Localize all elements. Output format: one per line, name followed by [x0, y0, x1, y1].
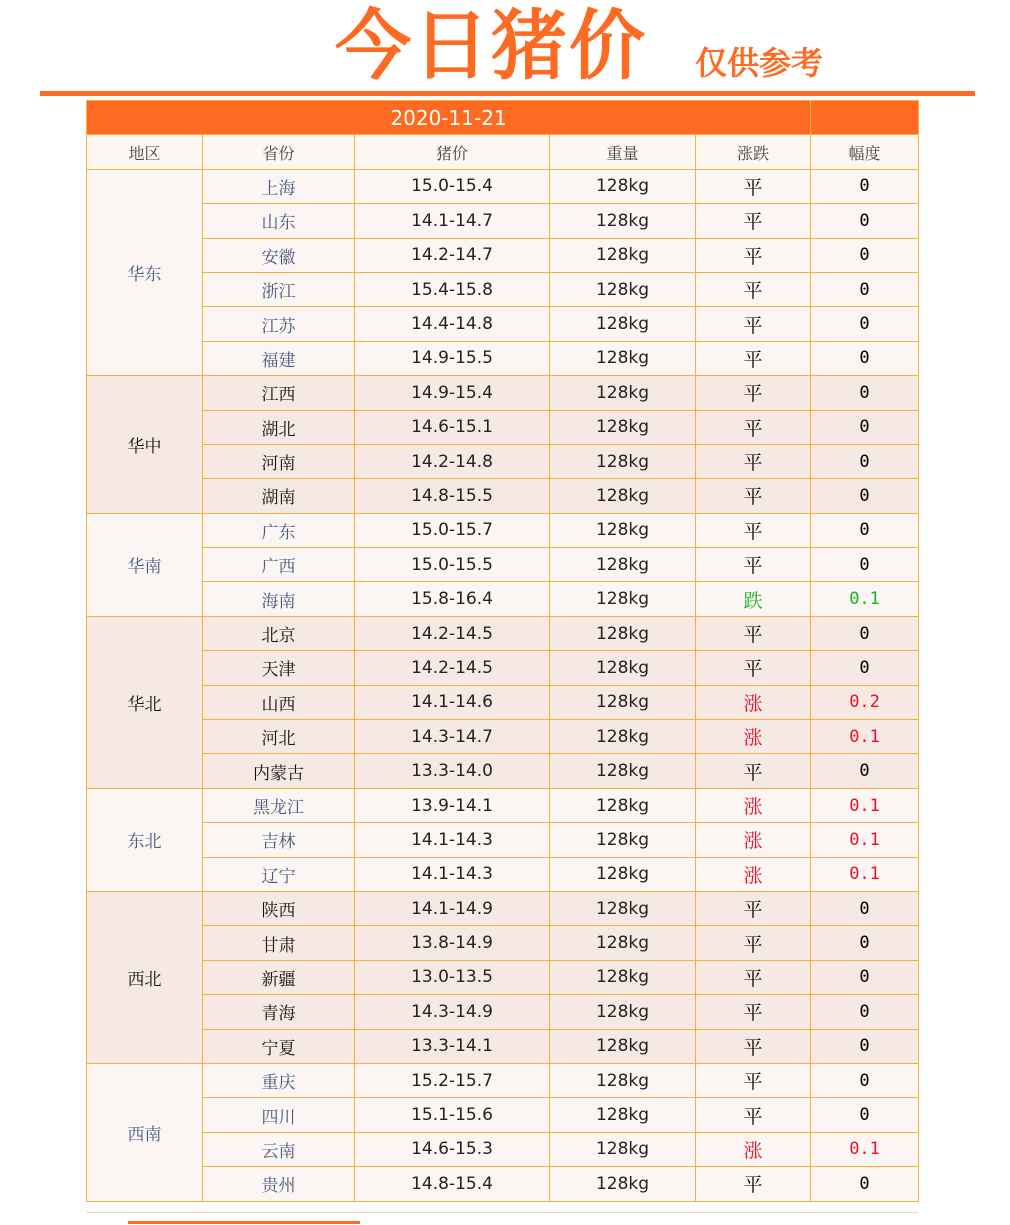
change-cell: 涨 [696, 720, 811, 754]
price-cell: 14.3-14.7 [355, 720, 550, 754]
table-row [87, 616, 919, 650]
change-cell: 平 [696, 891, 811, 925]
table-row [87, 1132, 919, 1166]
weight-cell: 128kg [550, 1063, 696, 1097]
price-cell: 13.3-14.1 [355, 1029, 550, 1063]
province-cell[interactable]: 江苏 [203, 307, 355, 341]
amplitude-cell: 0 [811, 754, 919, 788]
amplitude-cell: 0 [811, 1029, 919, 1063]
weight-cell: 128kg [550, 410, 696, 444]
change-cell: 涨 [696, 823, 811, 857]
region-cell: 西北 [87, 891, 203, 1063]
change-cell: 平 [696, 444, 811, 478]
province-cell[interactable]: 山东 [203, 204, 355, 238]
price-cell: 14.4-14.8 [355, 307, 550, 341]
price-cell: 14.6-15.1 [355, 410, 550, 444]
column-header-province: 省份 [203, 135, 355, 169]
amplitude-cell: 0 [811, 960, 919, 994]
amplitude-cell: 0 [811, 891, 919, 925]
province-cell[interactable]: 四川 [203, 1098, 355, 1132]
amplitude-cell: 0.1 [811, 823, 919, 857]
price-cell: 14.1-14.9 [355, 891, 550, 925]
weight-cell: 128kg [550, 857, 696, 891]
province-cell[interactable]: 广东 [203, 513, 355, 547]
price-cell: 14.9-15.4 [355, 376, 550, 410]
change-cell: 涨 [696, 685, 811, 719]
weight-cell: 128kg [550, 926, 696, 960]
table-row [87, 376, 919, 410]
province-cell[interactable]: 安徽 [203, 238, 355, 272]
price-cell: 15.0-15.5 [355, 548, 550, 582]
weight-cell: 128kg [550, 1132, 696, 1166]
price-cell: 15.2-15.7 [355, 1063, 550, 1097]
weight-cell: 128kg [550, 479, 696, 513]
price-cell: 14.2-14.8 [355, 444, 550, 478]
column-header-weight: 重量 [550, 135, 696, 169]
change-cell: 平 [696, 926, 811, 960]
province-cell[interactable]: 上海 [203, 169, 355, 203]
table-row [87, 823, 919, 857]
weight-cell: 128kg [550, 307, 696, 341]
table-row [87, 238, 919, 272]
footer-accent-bar [128, 1221, 360, 1224]
change-cell: 平 [696, 754, 811, 788]
weight-cell: 128kg [550, 204, 696, 238]
province-cell: 江西 [203, 376, 355, 410]
price-cell: 14.2-14.5 [355, 616, 550, 650]
change-cell: 平 [696, 204, 811, 238]
price-cell: 13.0-13.5 [355, 960, 550, 994]
region-cell: 华北 [87, 616, 203, 788]
change-cell: 平 [696, 169, 811, 203]
amplitude-cell: 0.1 [811, 1132, 919, 1166]
weight-cell: 128kg [550, 582, 696, 616]
table-row [87, 1167, 919, 1201]
table-row [87, 960, 919, 994]
table-row [87, 444, 919, 478]
price-cell: 14.2-14.5 [355, 651, 550, 685]
table-row [87, 479, 919, 513]
province-cell: 河北 [203, 720, 355, 754]
province-cell: 内蒙古 [203, 754, 355, 788]
price-cell: 14.2-14.7 [355, 238, 550, 272]
amplitude-cell: 0 [811, 376, 919, 410]
province-cell: 甘肃 [203, 926, 355, 960]
price-cell: 14.1-14.7 [355, 204, 550, 238]
amplitude-cell: 0 [811, 238, 919, 272]
change-cell: 涨 [696, 788, 811, 822]
amplitude-cell: 0 [811, 1098, 919, 1132]
province-cell[interactable]: 辽宁 [203, 857, 355, 891]
amplitude-cell: 0 [811, 926, 919, 960]
change-cell: 跌 [696, 582, 811, 616]
table-row [87, 651, 919, 685]
price-cell: 13.3-14.0 [355, 754, 550, 788]
change-cell: 平 [696, 238, 811, 272]
province-cell: 青海 [203, 995, 355, 1029]
footer-divider [86, 1212, 918, 1213]
price-cell: 15.1-15.6 [355, 1098, 550, 1132]
table-row [87, 788, 919, 822]
region-cell: 华南 [87, 513, 203, 616]
change-cell: 平 [696, 1063, 811, 1097]
price-cell: 14.6-15.3 [355, 1132, 550, 1166]
amplitude-cell: 0 [811, 513, 919, 547]
table-row [87, 548, 919, 582]
weight-cell: 128kg [550, 341, 696, 375]
amplitude-cell: 0.1 [811, 720, 919, 754]
province-cell: 山西 [203, 685, 355, 719]
weight-cell: 128kg [550, 651, 696, 685]
weight-cell: 128kg [550, 1098, 696, 1132]
region-cell: 华东 [87, 169, 203, 375]
amplitude-cell: 0 [811, 307, 919, 341]
table-row [87, 169, 919, 203]
amplitude-cell: 0.1 [811, 857, 919, 891]
weight-cell: 128kg [550, 960, 696, 994]
amplitude-cell: 0 [811, 410, 919, 444]
weight-cell: 128kg [550, 548, 696, 582]
province-cell[interactable]: 贵州 [203, 1167, 355, 1201]
amplitude-cell: 0 [811, 479, 919, 513]
region-cell: 西南 [87, 1063, 203, 1201]
change-cell: 平 [696, 376, 811, 410]
change-cell: 平 [696, 513, 811, 547]
change-cell: 平 [696, 1029, 811, 1063]
region-cell: 东北 [87, 788, 203, 891]
price-cell: 15.0-15.7 [355, 513, 550, 547]
change-cell: 平 [696, 410, 811, 444]
province-cell: 天津 [203, 651, 355, 685]
column-header-change: 涨跌 [696, 135, 811, 169]
weight-cell: 128kg [550, 272, 696, 306]
table-row [87, 754, 919, 788]
province-cell[interactable]: 云南 [203, 1132, 355, 1166]
weight-cell: 128kg [550, 754, 696, 788]
amplitude-cell: 0 [811, 204, 919, 238]
table-row [87, 720, 919, 754]
province-cell: 北京 [203, 616, 355, 650]
table-row [87, 995, 919, 1029]
amplitude-cell: 0 [811, 651, 919, 685]
price-cell: 15.0-15.4 [355, 169, 550, 203]
change-cell: 平 [696, 995, 811, 1029]
weight-cell: 128kg [550, 823, 696, 857]
change-cell: 平 [696, 1098, 811, 1132]
table-row [87, 1029, 919, 1063]
price-cell: 14.8-15.4 [355, 1167, 550, 1201]
table-row [87, 926, 919, 960]
page-title: 今日猪价 [335, 1, 647, 90]
weight-cell: 128kg [550, 1167, 696, 1201]
weight-cell: 128kg [550, 376, 696, 410]
province-cell[interactable]: 黑龙江 [203, 788, 355, 822]
change-cell: 平 [696, 479, 811, 513]
province-cell[interactable]: 福建 [203, 341, 355, 375]
amplitude-cell: 0.2 [811, 685, 919, 719]
province-cell[interactable]: 重庆 [203, 1063, 355, 1097]
price-cell: 14.9-15.5 [355, 341, 550, 375]
table-date: 2020-11-21 [87, 101, 811, 135]
change-cell: 平 [696, 307, 811, 341]
weight-cell: 128kg [550, 788, 696, 822]
price-cell: 13.8-14.9 [355, 926, 550, 960]
change-cell: 平 [696, 548, 811, 582]
price-cell: 15.8-16.4 [355, 582, 550, 616]
table-row [87, 204, 919, 238]
change-cell: 涨 [696, 857, 811, 891]
price-cell: 14.8-15.5 [355, 479, 550, 513]
weight-cell: 128kg [550, 444, 696, 478]
table-row [87, 341, 919, 375]
amplitude-cell: 0 [811, 995, 919, 1029]
weight-cell: 128kg [550, 1029, 696, 1063]
amplitude-cell: 0 [811, 169, 919, 203]
table-row [87, 1098, 919, 1132]
table-row [87, 891, 919, 925]
change-cell: 平 [696, 651, 811, 685]
weight-cell: 128kg [550, 685, 696, 719]
price-cell: 13.9-14.1 [355, 788, 550, 822]
table-row [87, 307, 919, 341]
amplitude-cell: 0 [811, 1167, 919, 1201]
price-cell: 14.3-14.9 [355, 995, 550, 1029]
province-cell: 宁夏 [203, 1029, 355, 1063]
price-cell: 14.1-14.6 [355, 685, 550, 719]
table-row [87, 582, 919, 616]
weight-cell: 128kg [550, 616, 696, 650]
amplitude-cell: 0 [811, 616, 919, 650]
province-cell[interactable]: 广西 [203, 548, 355, 582]
change-cell: 平 [696, 616, 811, 650]
price-cell: 15.4-15.8 [355, 272, 550, 306]
weight-cell: 128kg [550, 720, 696, 754]
table-row [87, 410, 919, 444]
amplitude-cell: 0 [811, 341, 919, 375]
amplitude-cell: 0 [811, 444, 919, 478]
weight-cell: 128kg [550, 513, 696, 547]
province-cell: 湖南 [203, 479, 355, 513]
column-header-amplitude: 幅度 [811, 135, 919, 169]
change-cell: 平 [696, 272, 811, 306]
table-row [87, 685, 919, 719]
province-cell: 河南 [203, 444, 355, 478]
amplitude-cell: 0 [811, 272, 919, 306]
region-cell: 华中 [87, 376, 203, 514]
column-header-price: 猪价 [355, 135, 550, 169]
province-cell: 湖北 [203, 410, 355, 444]
province-cell[interactable]: 海南 [203, 582, 355, 616]
date-blank-cell [811, 101, 919, 135]
amplitude-cell: 0 [811, 548, 919, 582]
price-table [86, 100, 919, 1202]
province-cell[interactable]: 浙江 [203, 272, 355, 306]
change-cell: 涨 [696, 1132, 811, 1166]
amplitude-cell: 0 [811, 1063, 919, 1097]
change-cell: 平 [696, 960, 811, 994]
table-row [87, 513, 919, 547]
weight-cell: 128kg [550, 238, 696, 272]
price-table-body [87, 169, 919, 1201]
change-cell: 平 [696, 341, 811, 375]
column-header-region: 地区 [87, 135, 203, 169]
table-row [87, 857, 919, 891]
table-row [87, 1063, 919, 1097]
weight-cell: 128kg [550, 995, 696, 1029]
change-cell: 平 [696, 1167, 811, 1201]
amplitude-cell: 0.1 [811, 788, 919, 822]
amplitude-cell: 0.1 [811, 582, 919, 616]
province-cell: 新疆 [203, 960, 355, 994]
province-cell: 陕西 [203, 891, 355, 925]
weight-cell: 128kg [550, 891, 696, 925]
province-cell[interactable]: 吉林 [203, 823, 355, 857]
table-row [87, 272, 919, 306]
page-subtitle: 仅供参考 [695, 44, 824, 82]
price-cell: 14.1-14.3 [355, 823, 550, 857]
weight-cell: 128kg [550, 169, 696, 203]
column-header-row [87, 135, 919, 169]
date-row [87, 101, 919, 135]
header-divider [40, 91, 975, 96]
header [0, 0, 1010, 96]
price-cell: 14.1-14.3 [355, 857, 550, 891]
